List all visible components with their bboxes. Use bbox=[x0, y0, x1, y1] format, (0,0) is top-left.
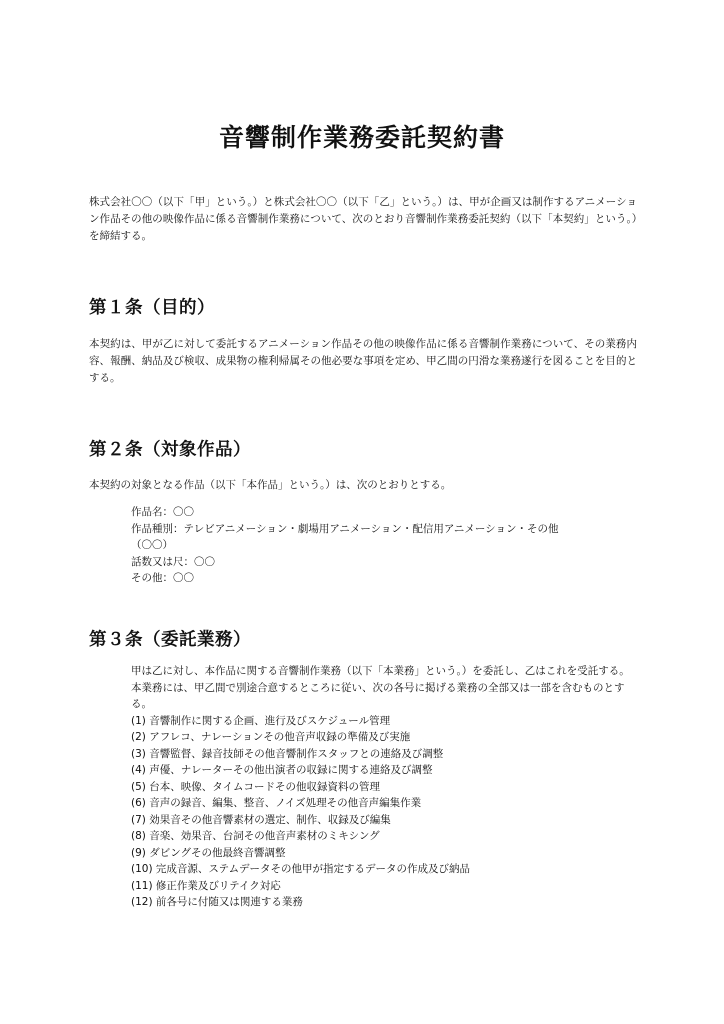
list-item: (5) 台本、映像、タイムコードその他収録資料の管理 bbox=[131, 780, 380, 793]
list-item: (12) 前各号に付随又は関連する業務 bbox=[131, 896, 303, 908]
list-item: (9) ダビングその他最終音響調整 bbox=[131, 846, 286, 859]
work-type-line-cont: （〇〇） bbox=[131, 539, 173, 551]
preamble-paragraph: 株式会社〇〇（以下「甲」という。）と株式会社〇〇（以下「乙」という。）は、甲が企画又は制作するアニメーション作品その他の映像作品に係る音響制作業務について、次のとおり音響制作業務委託契約（以下「本契約」という。）を締結する。 bbox=[89, 196, 637, 242]
list-item: (10) 完成音源、ステムデータその他甲が指定するデータの作成及び納品 bbox=[131, 863, 470, 875]
list-item: (6) 音声の録音、編集、整音、ノイズ処理その他音声編集作業 bbox=[131, 797, 422, 809]
episodes-line: 話数又は尺：〇〇 bbox=[131, 555, 215, 568]
article-2-heading: 第２条（対象作品） bbox=[89, 440, 251, 460]
document-title: 音響制作業務委託契約書 bbox=[218, 123, 505, 152]
article-1-heading: 第１条（目的） bbox=[89, 298, 215, 318]
article-1-body: 本契約は、甲が乙に対して委託するアニメーション作品その他の映像作品に係る音響制作業務について、その業務内容、報酬、納品及び検収、成果物の権利帰属その他必要な事項を定め、甲乙間の円滑な業務遂行を図ることを目的とする。 bbox=[89, 338, 637, 384]
article-3-content bbox=[131, 663, 637, 911]
list-item: (2) アフレコ、ナレーションその他音声収録の準備及び実施 bbox=[131, 731, 411, 743]
list-item: (8) 音楽、効果音、台詞その他音声素材のミキシング bbox=[131, 830, 380, 842]
list-item: (11) 修正作業及びリテイク対応 bbox=[131, 879, 281, 892]
article-3-heading: 第３条（委託業務） bbox=[89, 630, 251, 650]
list-item: (1) 音響制作に関する企画、進行及びスケジュール管理 bbox=[131, 714, 391, 727]
article-3-para-1: 甲は乙に対し、本作品に関する音響制作業務（以下「本業務」という。）を委託し、乙はこれを受託する。 bbox=[131, 665, 630, 677]
article-2-item-list bbox=[131, 504, 637, 587]
work-type-line: 作品種別：テレビアニメーション・劇場用アニメーション・配信用アニメーション・その他 bbox=[131, 522, 559, 535]
other-line: その他：〇〇 bbox=[131, 572, 194, 584]
list-item: (3) 音響監督、録音技師その他音響制作スタッフとの連絡及び調整 bbox=[131, 747, 444, 760]
article-2-body: 本契約の対象となる作品（以下「本作品」という。）は、次のとおりとする。 bbox=[89, 479, 452, 491]
article-3-para-2: 本業務には、甲乙間で別途合意するところに従い、次の各号に掲げる業務の全部又は一部を含むものとする。 bbox=[131, 681, 625, 710]
article-3-task-list bbox=[131, 713, 637, 911]
list-item: (4) 声優、ナレーターその他出演者の収録に関する連絡及び調整 bbox=[131, 764, 433, 776]
work-title-line: 作品名：〇〇 bbox=[131, 506, 194, 518]
list-item: (7) 効果音その他音響素材の選定、制作、収録及び編集 bbox=[131, 813, 391, 826]
